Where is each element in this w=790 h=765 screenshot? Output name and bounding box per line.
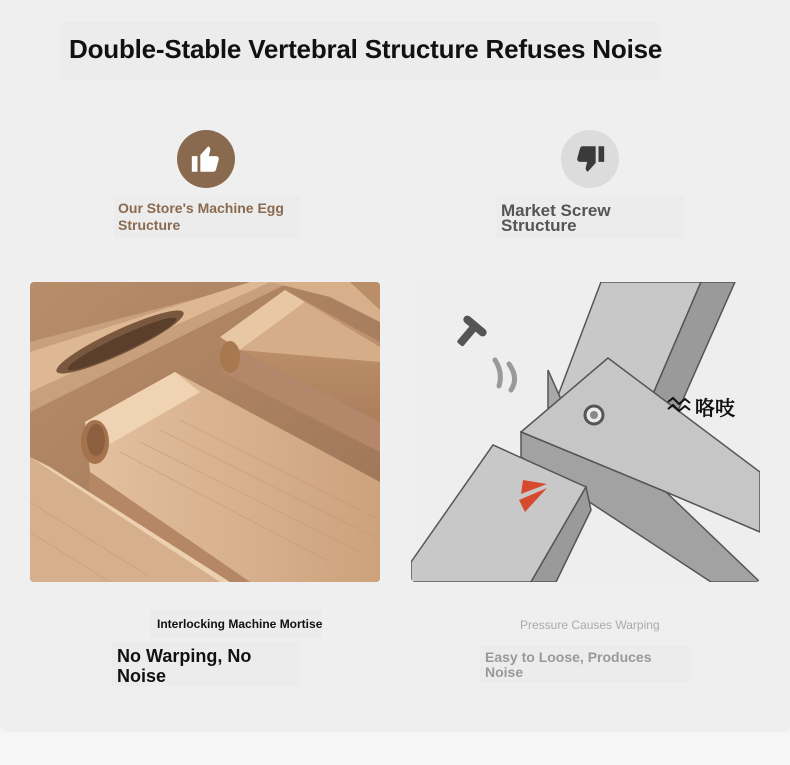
squiggle-icon [667, 394, 691, 420]
market-structure-heading: Market Screw Structure [501, 201, 611, 235]
interlocking-caption: Interlocking Machine Mortise [157, 617, 323, 631]
our-structure-heading: Our Store's Machine Egg Structure [118, 200, 284, 233]
page-title: Double-Stable Vertebral Structure Refuses Noise [69, 34, 663, 64]
interlocking-caption-box [150, 610, 322, 638]
creak-sound-text: 咯吱 [695, 398, 735, 420]
loose-noise-result-box [480, 646, 692, 682]
loose-noise-result: Easy to Loose, Produces Noise [485, 649, 652, 680]
our-structure-label [114, 196, 300, 238]
screw-joint-diagram [411, 282, 760, 582]
creak-sound-label [667, 392, 735, 421]
thumbs-down-icon [561, 130, 619, 188]
market-structure-label [496, 196, 684, 238]
mortise-joint-photo [30, 282, 380, 582]
no-noise-result-box [112, 642, 300, 686]
thumbs-up-icon [177, 130, 235, 188]
warping-caption: Pressure Causes Warping [520, 618, 660, 632]
no-noise-result: No Warping, No Noise [117, 646, 252, 686]
